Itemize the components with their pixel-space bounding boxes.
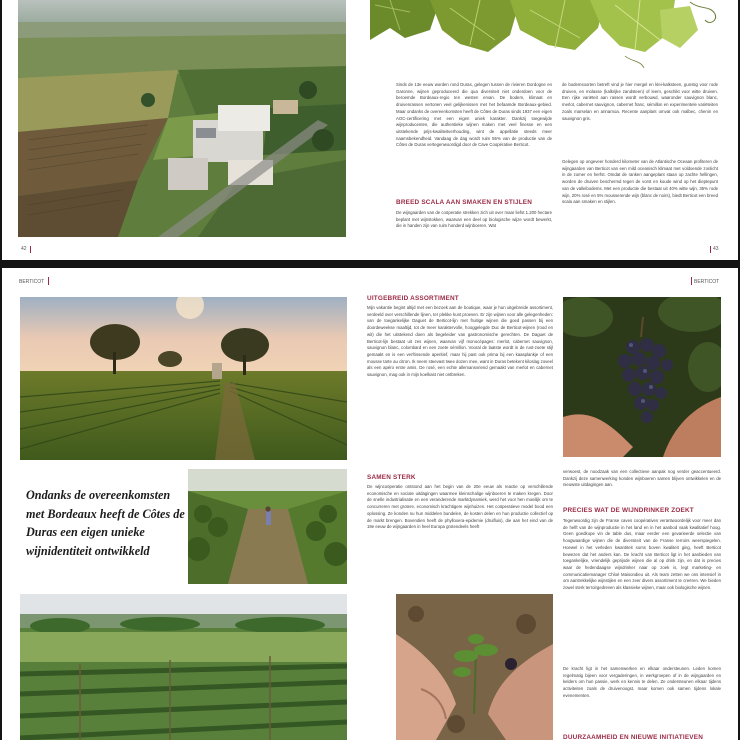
grapes-in-hands-photo	[563, 297, 721, 457]
klimaat-paragraph: Gelegen op ongeveer honderd kilometer van de Atlantische Oceaan profiteren de wijngaarden van Berticot van een mild oceanisch klimaat met voldoende zonlicht in de zomer en herfst. Omdat de ranken aangeplant staan op zachte hellingen, worden de druiven beschermd tegen de vorst en koude wind op het dieptepunt van de valleibodems. Met een productie die bestaat uit 40% witte wijn, 35% rode wijn, 20% rosé en 5% mousserende wijn (blanc de noirs), biedt Berticot een breed scala aan smaken en stijlen.	[562, 159, 718, 205]
bottom-spread	[2, 268, 738, 740]
top-spread	[2, 0, 738, 260]
precies-paragraph: Tegenwoordig zijn de Franse caves coopératives verantwoordelijk voor meer dan de helft van de wijnproductie in het land en in het aanbod vaak kwalitatief hoog. Geen goedkope vin de table dus, maar eerder een gevarieerde selectie van hoogwaardige wijnen die de diversiteit van de Franse terroirs weerspiegelen. Hoewel in het verleden kwantiteit soms boven kwaliteit ging, heeft Berticot bewezen dat het anders kan. De kracht van Berticot ligt in het aanbieden van toegankelijke, vriendelijk geprijsde wijnen die al op drink zijn, en dat is precies waar de hedendaagse wijndrinker naar op zoek is, legt marketing- en communicatiemanager Chloé Maisondieu uit. Als team zetten we ons intensief in om aantrekkelijke wijnstijlen en een zeer divers assortiment te creëren. We bieden zowel sterk terroirgedreven als klassieke wijnen, maar ook biologische wijnen.	[563, 518, 721, 591]
vine-rows-worker-photo	[188, 469, 347, 584]
breed-scala-paragraph: De wijngaarden van de coöperatie strekken zich uit over maar liefst 1.200 hectare beplant met wijnstokken, waarvan een deel op biologische wijze wordt bewerkt, die in handen zijn van ruim honderd wijnboeren. Wat	[396, 210, 552, 229]
assortiment-paragraph: Mijn vakantie begint altijd met een bezoek aan de boutique, waar je hun uitgebreide assortiment, verdeeld over verschillende lijnen, ter plekke kunt proeven. Er zijn wijnen voor alle gelegenheden: van de toegankelijke Daguet de Berticot-lijn met fruitige wijnen die goed passen bij een doordeweekse maaltijd, tot de meer karaktervolle, hooggelegde Duc de Berticot-wijnen (rood en wit) die het uitstekend doen als begeleider van gastronomische gerechten. De Daguet de Berticot-lijn bestaat uit zes wijnen, waarvan vijf monocépages: merlot, cabernet sauvignon, sauvignon blanc, colombard en een zoete sémillon. Vooral de laatste wordt in de rust-zoete stijl gemaakt en is een verfrissende aperitief, maar hij past ook prima bij een kaasplankje of een mousse tarte au citron. Ik neem steevast twee dozen mee, want in Duras betekent kiloslag zoveel als een apéro entre amis. De rosé, een echte allemansvriend gemaakt van merlot en cabernet sauvignon, mag ook in mijn koelkast niet ontbreken.	[367, 305, 553, 378]
heading-samen-sterk: SAMEN STERK	[367, 474, 416, 481]
heading-uitgebreid-assortiment: UITGEBREID ASSORTIMENT	[367, 295, 459, 302]
heading-precies-wat: PRECIES WAT DE WIJNDRINKER ZOEKT	[563, 507, 694, 514]
vineyard-landscape-photo	[20, 594, 347, 740]
brand-header-right: BERTICOT	[694, 279, 720, 285]
heading-duurzaamheid: DUURZAAMHEID EN NIEUWE INITIATIEVEN	[563, 734, 704, 740]
page-number-right: 43	[713, 246, 719, 252]
samen-sterk-paragraph: De wijncoöperatie ontstond aan het begin van de 20e eeuw als reactie op verschillende economische en sociale uitdagingen waarmee kleinschalige wijnboeren te maken kregen. Door de snelle industrialisatie en een veranderende marktdynamiek, werd het voor hen moeilijk om te concurreren met grotere, economisch krachtigere wijnhuizen. Het coöperatieve model bood een oplossing. Ze konden nu hun middelen bundelen, de kosten delen en hun productie collectief op de markt brengen. Bovendien heeft de phylloxera-epidemie (druifluis), die aan het eind van de 19e eeuw de wijngaarden in heel Europa grotendeels heeft	[367, 484, 553, 530]
page-number-left: 42	[21, 246, 27, 252]
samen-sterk-continued: verwoest, de noodzaak van een collectieve aanpak nog verder geaccentueerd. Dankzij deze samenwerking konden wijnboeren samen blijven ontwikkelen en de nieuwste uitdagingen aan.	[563, 469, 721, 488]
hands-soil-seedling-photo	[396, 594, 553, 740]
aerial-winery-photo	[18, 0, 346, 237]
vine-leaves-photo	[370, 0, 720, 74]
intro-paragraph: Sinds de 13e eeuw worden rond Duras, gelegen tussen de rivieren Dordogne en Garonne, wijnen geproduceerd die qua diversiteit niet onderdoen voor de beroemde Bordeaux-regio ten westen ervan. De bodem, klimaat en druivenrassen vertonen veel gelijkenissen met het befaamde Bordeaux-gebied. Maar ondanks de overeenkomsten heeft de Côtes de Duras sinds 1937 een eigen AOC-certificering met een eigen uniek karakter. Dankzij toegewijde wijnproducenten, die authentieke wijnen maken met veel finesse en een uitstekende prijs-kwaliteitverhouding, wint de appellatie steeds meer naamsbekendheid. Vandaag de dag wordt ruim 55% van de productie van de Côtes de Duras vertegenwoordigd door de Cave Coopérative Berticot.	[396, 82, 552, 148]
brand-header-left: BERTICOT	[19, 279, 45, 285]
heading-breed-scala: BREED SCALA AAN SMAKEN EN STIJLEN	[396, 199, 533, 206]
kracht-paragraph: De kracht ligt in het samenwerken en elkaar ondersteunen. Leden komen regelmatig bijeen voor vergaderingen, in werkgroepen of in de wijngaarden en kelders om hun passie, werk en kennis te delen. Ze ondersteunen elkaar tijdens activiteiten zoals de druivenoogst, maar komen ook samen tijdens lokale evenementen.	[563, 666, 721, 698]
pull-quote: Ondanks de overeenkomsten met Bordeaux heeft de Côtes de Duras een eigen unieke wijnidentiteit ontwikkeld	[26, 488, 185, 558]
bodem-paragraph: de bodemsoorten betreft vind je hier mergel en klei-kalksteen, gunstig voor rode druiven, en molasse (kalkrijke zandsteen) of leem, geschikt voor witte druiven. Een rijke variëteit aan rassen wordt verbouwd, waaronder sauvignon blanc, merlot, cabernet sauvignon, cabernet franc, sémillon en experimentele variëteiten zoals marselan en arinarnoa. Recente aanplant omvat ook malbec, chenin en sauvignon gris.	[562, 82, 718, 121]
sunset-vineyard-photo	[20, 297, 347, 460]
